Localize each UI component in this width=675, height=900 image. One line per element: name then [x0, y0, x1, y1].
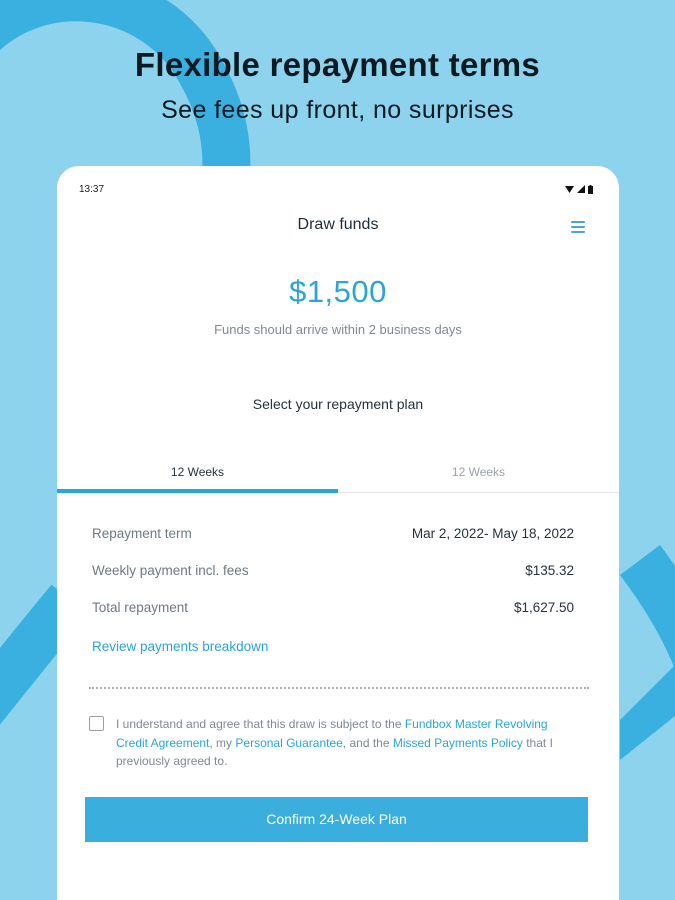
detail-row-total-repayment — [92, 600, 574, 637]
tab-plan-1[interactable]: 12 Weeks — [57, 456, 338, 492]
consent-text-part: I understand and agree that this draw is subject to the — [116, 717, 405, 731]
consent-text-part: , and the — [342, 735, 393, 750]
personal-guarantee-link[interactable]: Personal Guarantee — [235, 735, 343, 750]
detail-label: Weekly payment incl. fees — [92, 563, 249, 578]
plan-details — [92, 526, 574, 637]
consent-text — [116, 715, 559, 771]
plan-tabs — [57, 456, 619, 493]
detail-value: $135.32 — [525, 563, 574, 578]
dotted-divider — [89, 687, 589, 689]
wifi-icon — [565, 185, 574, 193]
hamburger-menu-icon[interactable] — [571, 221, 585, 233]
detail-label: Repayment term — [92, 526, 192, 541]
detail-value: $1,627.50 — [513, 600, 574, 615]
promo-subtitle: See fees up front, no surprises — [161, 96, 514, 124]
screen-title: Draw funds — [297, 216, 379, 233]
master-agreement-link[interactable]: Fundbox Master Revolving Credit Agreement — [116, 717, 548, 750]
status-bar — [79, 182, 593, 196]
phone-screen — [57, 166, 619, 900]
consent-text-part: , my — [209, 735, 236, 750]
confirm-plan-button[interactable]: Confirm 24-Week Plan — [85, 797, 588, 842]
draw-amount: $1,500 — [289, 274, 387, 309]
review-breakdown-link[interactable]: Review payments breakdown — [92, 639, 269, 654]
status-icons — [565, 185, 593, 194]
tab-plan-2[interactable]: 12 Weeks — [451, 465, 506, 479]
detail-row-weekly-payment — [92, 563, 574, 600]
arrival-note: Funds should arrive within 2 business days — [214, 322, 462, 337]
consent-text-part: that I previously agreed to. — [116, 735, 553, 768]
detail-value: Mar 2, 2022- May 18, 2022 — [411, 526, 574, 541]
detail-row-repayment-term — [92, 526, 574, 563]
consent-block — [89, 715, 559, 771]
battery-icon — [588, 185, 593, 194]
signal-icon — [577, 185, 585, 193]
consent-checkbox[interactable] — [89, 716, 104, 731]
promo-title: Flexible repayment terms — [134, 46, 541, 83]
detail-label: Total repayment — [92, 600, 189, 615]
missed-payments-policy-link[interactable]: Missed Payments Policy — [392, 735, 523, 750]
plan-prompt: Select your repayment plan — [252, 396, 424, 412]
status-time: 13:37 — [79, 183, 105, 195]
